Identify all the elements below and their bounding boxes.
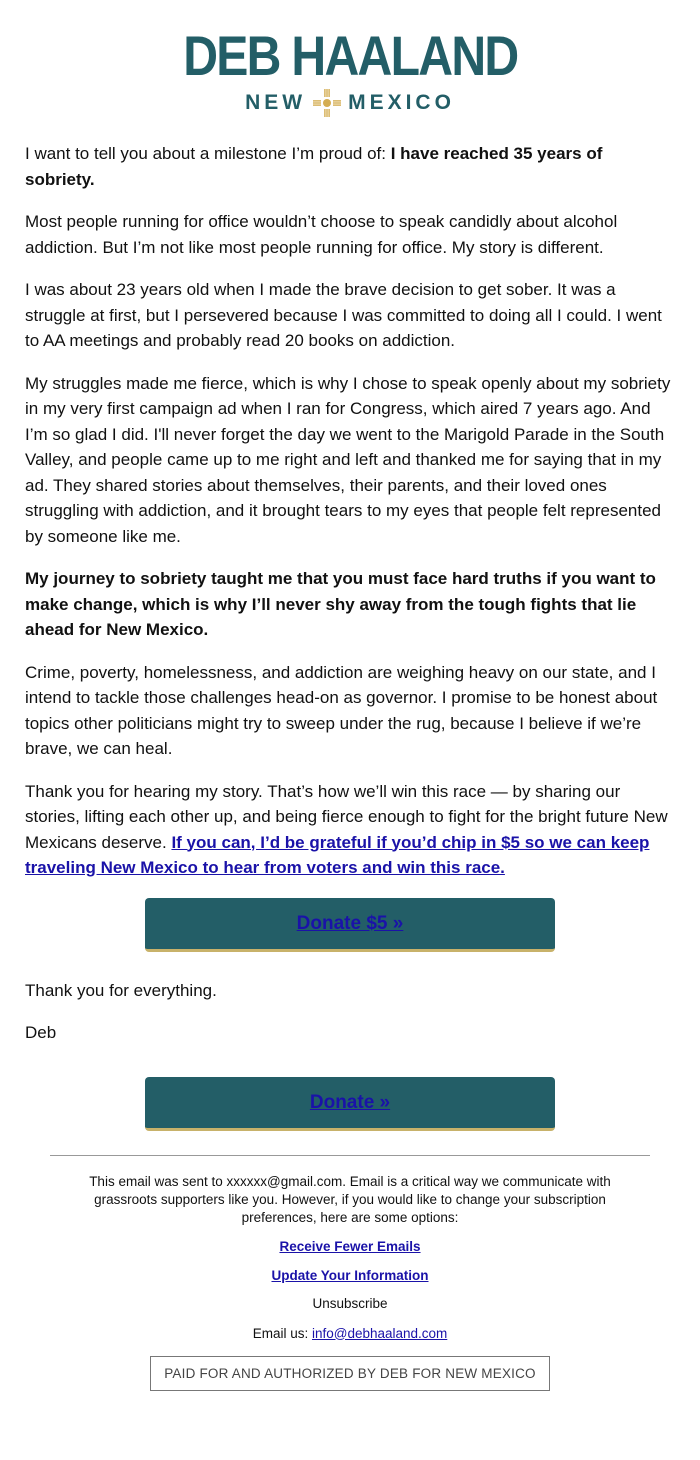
logo-name: DEB HAALAND [182, 24, 518, 87]
paragraph-thanks: Thank you for hearing my story. That’s how we’ll win this race — by sharing our stories, lifting each other up, and being fierce enough to fight for the bright future New Mexicans deserve. If you can, I’d be grateful if you’d chip in $5 so we can keep traveling New Mexico to hear from voters and win this race. [25, 781, 668, 877]
paragraph-candid: Most people running for office wouldn’t choose to speak candidly about alcohol addiction. But I’m not like most people running for office. My story is different. [25, 212, 618, 257]
paragraph-journey: My journey to sobriety taught me that you must face hard truths if you want to make change, which is why I’ll never shy away from the tough fights that lie ahead for New Mexico. [25, 569, 656, 639]
chip-in-link[interactable]: If you can, I’d be grateful if you’d chip in $5 so we can keep traveling New Mexico to hear from voters and win this race. [25, 832, 650, 877]
paid-for-disclaimer: PAID FOR AND AUTHORIZED BY DEB FOR NEW MEXICO [150, 1356, 550, 1391]
paragraph-milestone: I want to tell you about a milestone I’m proud of: I have reached 35 years of sobriety. [25, 144, 603, 189]
paragraph-struggles: My struggles made me fierce, which is why I chose to speak openly about my sobriety in my very first campaign ad when I ran for Congress, which aired 7 years ago. And I’m so glad I did. I'll never forget the day we went to the Marigold Parade in the South Valley, and people came up to me right and left and thanked me for saying that in my ad. They shared stories about themselves, their parents, and their loved ones struggling with addiction, and it brought tears to my eyes that people felt represented by someone like me. [25, 373, 671, 546]
logo-subtitle [0, 88, 700, 118]
email-body [0, 141, 700, 1131]
signature: Deb [25, 1023, 57, 1042]
footer-notice: This email was sent to xxxxxx@gmail.com. Email is a critical way we communicate with grassroots supporters like you. However, if you would like to change your subscription preferences, here are some options: [89, 1173, 611, 1225]
donate-button[interactable]: Donate » [145, 1077, 555, 1131]
donate-5-button[interactable]: Donate $5 » [145, 898, 555, 952]
paragraph-decision: I was about 23 years old when I made the brave decision to get sober. It was a struggle at first, but I persevered because I was committed to doing all I could. I went to AA meetings and probably read 20 books on addiction. [25, 280, 662, 350]
logo-state-right: MEXICO [348, 91, 455, 114]
email-address-link[interactable]: info@debhaaland.com [311, 1325, 448, 1341]
closing-text: Thank you for everything. [25, 980, 217, 1000]
logo-state-left: NEW [245, 91, 307, 114]
update-information-link[interactable]: Update Your Information [271, 1267, 429, 1283]
zia-sun-icon [312, 88, 342, 118]
footer [50, 1155, 650, 1391]
header [0, 0, 700, 130]
email-us-line: Email us: info@debhaaland.com [252, 1325, 448, 1341]
unsubscribe-link[interactable]: Unsubscribe [312, 1295, 388, 1311]
sobriety-highlight: I have reached 35 years of sobriety. [25, 144, 603, 189]
paragraph-challenges: Crime, poverty, homelessness, and addiction are weighing heavy on our state, and I intend to tackle those challenges head-on as governor. I promise to be honest about topics other politicians might try to sweep under the rug, because I believe if we’re brave, we can heal. [25, 662, 658, 758]
receive-fewer-emails-link[interactable]: Receive Fewer Emails [279, 1238, 421, 1254]
